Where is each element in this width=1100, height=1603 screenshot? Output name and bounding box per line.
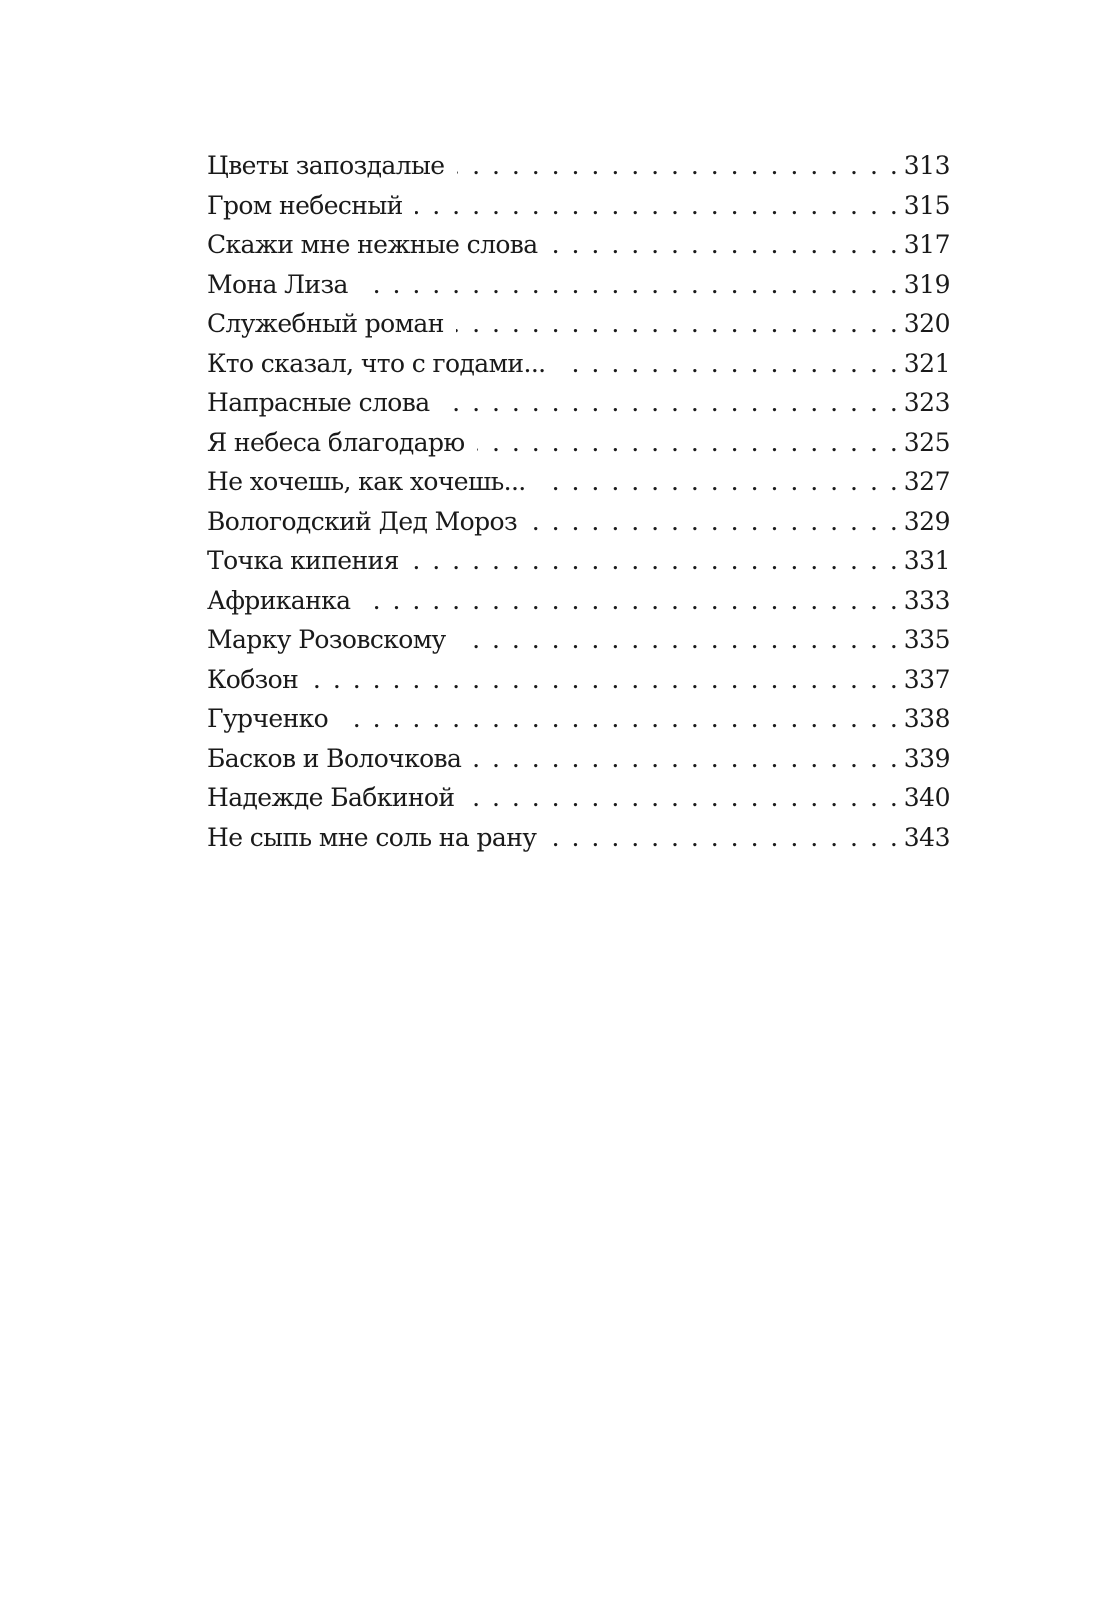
toc-entry — [207, 739, 950, 779]
toc-entry-title: Гром небесный — [207, 190, 403, 220]
toc-entry-title: Не хочешь, как хочешь... — [207, 467, 526, 496]
toc-entry-page: 319 — [903, 269, 950, 299]
toc-entry — [207, 383, 950, 423]
toc-entry-page: 337 — [903, 664, 950, 694]
dot-leader — [415, 186, 898, 226]
dot-leader — [466, 778, 897, 818]
toc-entry-title: Напрасные слова — [207, 388, 430, 417]
toc-entry — [207, 304, 950, 344]
dot-leader — [548, 818, 897, 858]
dot-leader — [458, 620, 898, 660]
toc-entry-title: Вологодский Дед Мороз — [207, 506, 517, 536]
toc-entry-title: Скажи мне нежные слова — [207, 230, 538, 259]
dot-leader — [310, 660, 898, 700]
toc-entry-title: Точка кипения — [207, 546, 399, 575]
toc-entry-title: Басков и Волочкова — [207, 743, 462, 773]
toc-entry-page: 321 — [903, 348, 950, 378]
toc-entry-page: 327 — [903, 467, 950, 496]
toc-entry-title: Кто сказал, что с годами... — [207, 348, 546, 378]
toc-entry — [207, 620, 950, 660]
toc-entry-page: 313 — [903, 151, 950, 180]
toc-entry — [207, 146, 950, 186]
toc-entry — [207, 225, 950, 265]
toc-entry-title: Я небеса благодарю — [207, 427, 465, 457]
dot-leader — [473, 739, 897, 779]
toc-entry-page: 333 — [903, 585, 950, 615]
dot-leader — [442, 383, 898, 423]
toc-entry-title: Надежде Бабкиной — [207, 783, 455, 812]
toc-entry — [207, 581, 950, 621]
dot-leader — [529, 502, 898, 542]
dot-leader — [360, 265, 898, 305]
toc-entry-title: Марку Розовскому — [207, 625, 446, 654]
toc-entry-page: 340 — [903, 783, 950, 812]
toc-entry — [207, 778, 950, 818]
dot-leader — [477, 423, 898, 463]
toc-entry — [207, 462, 950, 502]
toc-entry-page: 339 — [903, 743, 950, 773]
toc-entry-page: 320 — [903, 309, 950, 338]
toc-entry-page: 317 — [903, 230, 950, 259]
toc-entry-title: Кобзон — [207, 664, 299, 694]
toc-entry-title: Служебный роман — [207, 309, 444, 338]
dot-leader — [558, 344, 898, 384]
dot-leader — [550, 225, 898, 265]
toc-entry-title: Не сыпь мне соль на рану — [207, 822, 537, 852]
dot-leader — [340, 699, 898, 739]
toc-entry-page: 335 — [903, 625, 950, 654]
dot-leader — [411, 541, 898, 581]
toc-entry-page: 343 — [903, 822, 950, 852]
dot-leader — [457, 146, 898, 186]
toc-entry-title: Африканка — [207, 585, 351, 615]
dot-leader — [456, 304, 898, 344]
toc-entry-title: Мона Лиза — [207, 269, 348, 299]
table-of-contents — [207, 146, 950, 857]
toc-entry — [207, 423, 950, 463]
toc-entry-page: 331 — [903, 546, 950, 575]
toc-entry — [207, 186, 950, 226]
dot-leader — [538, 462, 898, 502]
toc-entry — [207, 265, 950, 305]
toc-entry-page: 323 — [903, 388, 950, 417]
toc-entry-page: 315 — [903, 190, 950, 220]
toc-entry-title: Гурченко — [207, 704, 329, 733]
toc-entry — [207, 541, 950, 581]
toc-entry-title: Цветы запоздалые — [207, 151, 445, 180]
dot-leader — [363, 581, 898, 621]
toc-entry — [207, 818, 950, 858]
toc-entry-page: 325 — [903, 427, 950, 457]
toc-entry — [207, 699, 950, 739]
toc-entry — [207, 502, 950, 542]
toc-entry — [207, 344, 950, 384]
toc-entry — [207, 660, 950, 700]
toc-entry-page: 338 — [903, 704, 950, 733]
toc-entry-page: 329 — [903, 506, 950, 536]
